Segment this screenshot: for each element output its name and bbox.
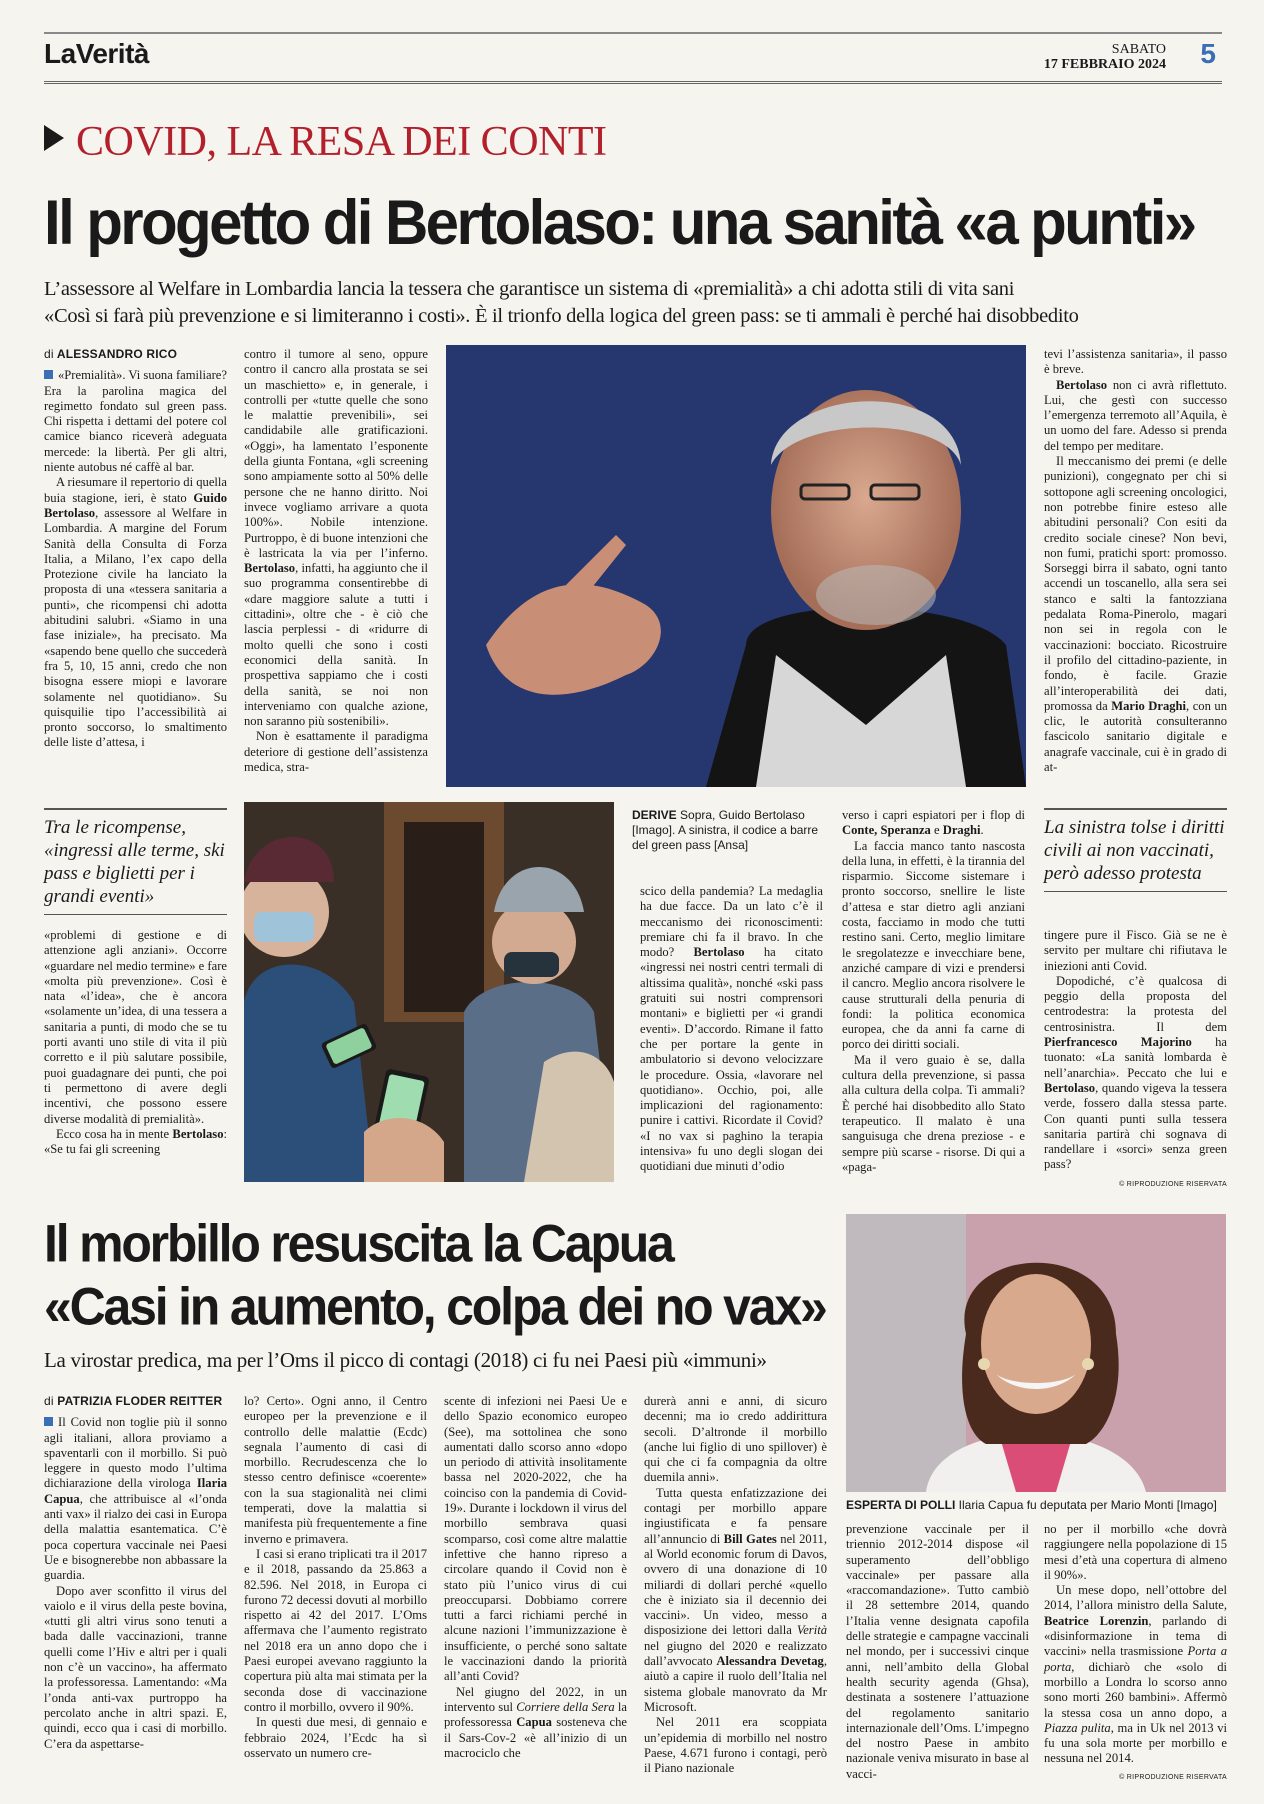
photo-caption-derive: DERIVE Sopra, Guido Bertolaso [Imago]. A sinistra, il codice a barre del green pass [Ansa] (632, 808, 819, 852)
article1-column-1-lower: «problemi di gestione e di attenzione agli anziani». Occorre «guardare nel medio termine» e fare «molta più prevenzione». Così è nata «l’idea», che è ancora «solamente un’idea, di una tessera a sanitaria a punti, di modo che se tu porti avanti uno stile di vita il più corretto e il più salutare possibile, puoi guadagnare dei punti, che poi ti permettono di avere degli incentivi, che possono essere diverse modalità di premialità». Ecco cosa ha in mente Bertolaso: «Se tu fai gli screening (44, 928, 227, 1157)
article2-column-1: di PATRIZIA FLODER REITTER Il Covid non toglie più il sonno agli italiani, allora proviamo a spaventarli con il morbillo. Si può leggere in questo modo l’ultima dichiarazione della virologa Ilaria Capua, che attribuisce al «l’onda anti vax» il rialzo dei casi in Europa della malattia esantematica. C’è poca copertura vaccinale nei Paesi Ue e bisognerebbe non abbassare la guardia. Dopo aver sconfitto il virus del vaiolo e il virus della peste bovina, «tutti gli altri virus sono tenuti a bada dalle vaccinazioni, tranne quelli come l’Hiv e altri per i quali non c’è un vaccino», ha affermato la professoressa. Lamentando: «Ma l’onda anti-vax purtroppo ha percolato anche in altri spazi. E, quindi, ecco qua i casi di morbillo. C’era da aspettarse- (44, 1394, 227, 1751)
square-bullet-icon (44, 370, 53, 379)
photo-green-pass-crowd (244, 802, 614, 1182)
section-kicker: COVID, LA RESA DEI CONTI (44, 118, 607, 166)
article2-copyright: © RIPRODUZIONE RISERVATA (1119, 1773, 1227, 1781)
photo-caption-capua: ESPERTA DI POLLI Ilaria Capua fu deputata per Mario Monti [Imago] (846, 1498, 1217, 1512)
issue-date-text: 17 FEBBRAIO 2024 (1043, 57, 1166, 72)
article2-column-4: durerà anni e anni, di sicuro decenni; ma io credo addirittura secoli. D’altronde il morbillo (anche lui figlio di uno spillover) è qui che ci fa compagnia da oltre duemila anni». Tutta questa enfatizzazione dei contagi per morbillo appare ingiustificata e fa pensare all’annuncio di Bill Gates nel 2011, al World economic forum di Davos, ovvero di una donazione di 10 miliardi di dollari perché «quello che è iniziato sia il decennio dei vaccini». Un video, messo a disposizione dei lettori dalla Verità nel giugno del 2020 e realizzato dall’avvocato Alessandra Devetag, aiutò a capire il ruolo dell’Italia nel sistema globale manovrato da Mr Microsoft. Nel 2011 era scoppiata un’epidemia di morbillo nel nostro Paese, 4.671 furono i contagi, però il Piano nazionale (644, 1394, 827, 1776)
newspaper-logo: LaVerità (44, 38, 149, 69)
photo-ilaria-capua (846, 1214, 1226, 1492)
article2-column-3: scente di infezioni nei Paesi Ue e dello Spazio economico europeo (See), ma sottolinea che sono aumentati dallo scorso anno «dopo un periodo di attività insolitamente bassa nel 2020-2022, che ha coinciso con la pandemia di Covid-19». Durante i lockdown il virus del morbillo sembrava quasi scomparso, così come altre malattie infettive che hanno ripreso a circolare quando il Covid non è stato più l’unico virus di cui preoccuparsi. Dobbiamo correre tutti a farci richiami perché in alcune nazioni l’immunizzazione è insufficiente, o perché sono saltate le vaccinazioni dando la priorità all’anti Covid? Nel giugno del 2022, in un intervento sul Corriere della Sera la professoressa Capua sosteneva che il Sars-Cov-2 «è all’inizio di un macrociclo che (444, 1394, 627, 1760)
article1-copyright: © RIPRODUZIONE RISERVATA (1119, 1180, 1227, 1188)
article1-column-6-lower: tingere pure il Fisco. Già se ne è servito per multare chi rifiutava le iniezioni anti Covid. Dopodiché, c’è qualcosa di peggio della proposta del centrodestra: la protesta del centrosinistra. Il dem Pierfrancesco Majorino ha tuonato: «La sanità lombarda è nell’anarchia». Peccato che lui e Bertolaso, quando vigeva la tessera verde, fossero dalla stessa parte. Con quanti punti sulla tessera sanitaria partirà chi sognava di randellare i «sorci» senza green pass? © RIPRODUZIONE RISERVATA (1044, 928, 1227, 1192)
article2-byline: di PATRIZIA FLODER REITTER (44, 1394, 223, 1408)
article1-column-2: contro il tumore al seno, oppure contro il cancro alla prostata se sei un maschietto» e, in generale, i controlli per «tutte quelle che sono le malattie prevenibili», sei candidabile alle gratificazioni. «Oggi», ha lamentato l’esponente della giunta Fontana, «gli screening sono ampiamente sotto al 50% delle persone che ne hanno diritto. Noi invece vogliamo arrivare a quota 100%». Nobile intenzione. Purtroppo, è di buone intenzioni che è lastricata la via per l’inferno. Bertolaso, infatti, ha aggiunto che il suo programma consentirebbe di «dare maggiore salute a tutti i cittadini», oltre che - è ciò che lascia perplessi - di «ridurre di molto quelli che sono i costi economici della sanità. In prospettiva sappiamo che i costi della sanità, se noi non interveniamo con qualche azione, non saranno più sostenibili». Non è esattamente il paradigma deteriore di gestione dell’assistenza medica, stra- (244, 347, 428, 775)
article1-column-1: di ALESSANDRO RICO «Premialità». Vi suona familiare? Era la parolina magica del regimetto fondato sul green pass. Chi rispetta i dettami del potere col camice bianco riceverà adeguata mercede: la libertà. Per gli altri, niente autobus né caffè al bar. A riesumare il repertorio di quella buia stagione, ieri, è stato Guido Bertolaso, assessore al Welfare in Lombardia. A margine del Forum Sanità della Consulta di Forza Italia, a Milano, l’ex capo della Protezione civile ha lanciato la proposta di una «tessera sanitaria a punti», che ricompensi chi adotta abitudini salubri. «Siamo in una fase iniziale», ha precisato. Ma «sapendo bene quello che succederà fra 5, 10, 15 anni, credo che non bisogna essere miopi e lavorare solamente nel quotidiano». Su quisquilie tipo l’accessibilità ai pronto soccorso, lo smaltimento delle liste d’attesa, i (44, 347, 228, 750)
pullquote-left: Tra le ricompense, «ingressi alle terme, ski pass e biglietti per i grandi eventi» (44, 808, 227, 915)
masthead (44, 32, 1222, 84)
article2-column-6: no per il morbillo «che dovrà raggiungere nella popolazione di 15 mesi d’età una copertura di almeno il 90%». Un mese dopo, nell’ottobre del 2014, l’allora ministro della Salute, Beatrice Lorenzin, parlando di «disinformazione in tema di vaccini» nella trasmissione Porta a porta, dichiarò che «solo di morbillo a Londra lo scorso anno sono morti 260 bambini». Affermò la stessa cosa un anno dopo, a Piazza pulita, ma in Uk nel 2013 vi fu una sola morte per morbillo e nessuna nel 2014. © RIPRODUZIONE RISERVATA (1044, 1522, 1227, 1785)
article1-column-5: verso i capri espiatori per i flop di Conte, Speranza e Draghi. La faccia manco tanto nascosta della luna, in effetti, è la tirannia del risparmio. Siccome sistemare i pronto soccorso, snellire le liste d’attesa e star dietro agli anziani costa, facciamo in modo che tutti restino sani. Certo, meglio limitare le sregolatezze e invecchiare bene, anziché campare di vizi e prendersi il cancro. Meglio ancora risolvere le cause strutturali della penuria di fondi: la politica economica europea, che da anni fa carne di porco dei diritti sociali. Ma il vero guaio è se, dalla cultura della prevenzione, si passa alla cultura della colpa. Ti ammali? È perché hai disobbedito allo Stato terapeutico. Il malato è una sanguisuga che drena preziose - e sempre più scarse - risorse. Di qui a «paga- (842, 808, 1025, 1174)
article2-column-2: lo? Certo». Ogni anno, il Centro europeo per la prevenzione e il controllo delle malattie (Ecdc) segnala l’aumento di casi di morbillo. Recrudescenza che lo stesso centro definisce «coerente» con la sua stagionalità nei climi temperati, dove la malattia si manifesta più frequentemente a fine inverno e primavera. I casi si erano triplicati tra il 2017 e il 2018, passando da 25.863 a 82.596. Nel 2018, in Europa ci furono 72 decessi dovuti al morbillo rispetto ai 42 del 2017. L’Oms affermava che l’aumento registrato nel 2018 era un anno dopo che i Paesi europei avevano raggiunto la copertura più alta mai stimata per la seconda dose di vaccinazione contro il morbillo, ovvero il 90%. In questi due mesi, di gennaio e febbraio 2024, l’Ecdc ha sì osservato un numero cre- (244, 1394, 427, 1760)
article1-headline: Il progetto di Bertolaso: una sanità «a punti» (44, 187, 1195, 258)
article1-byline: di ALESSANDRO RICO (44, 347, 178, 361)
triangle-arrow-icon (44, 125, 64, 151)
article2-subhead: La virostar predica, ma per l’Oms il picco di contagi (2018) ci fu nei Paesi più «immuni» (44, 1348, 767, 1372)
page-number: 5 (1200, 38, 1216, 69)
article2-column-5: prevenzione vaccinale per il triennio 2012-2014 dispose «il superamento dell’obbligo vaccinale» per passare alla «raccomandazione». Tutto cambiò il 28 settembre 2014, quando l’Italia venne designata capofila delle strategie e campagne vaccinali nel mondo, per i successivi cinque anni, nell’ambito della Global health security agenda (Ghsa), destinata a sostenere l’attuazione del regolamento sanitario internazionale dell’Oms. L’impegno del nostro Paese in ambito nazionale veniva misurato in base al vacci- (846, 1522, 1029, 1781)
article1-subhead: L’assessore al Welfare in Lombardia lancia la tessera che garantisce un sistema di «premialità» a chi adotta stili di vita sani «Così si farà più prevenzione e si limiteranno i costi». È il trionfo della logica del green pass: se ti ammali è perché hai disobbedito (44, 278, 1079, 327)
article1-column-4: scico della pandemia? La medaglia ha due facce. Da un lato c’è il meccanismo dei riconoscimenti: premiare chi fa il bravo. In che modo? Bertolaso ha citato «ingressi nei nostri centri termali di altissima qualità», nonché «ski pass gratuiti sui nostri comprensori montani» e biglietti per «i grandi eventi». D’accordo. Rimane il fatto che per portare la gente in ambulatorio si devono velocizzare le procedure. Ossia, «lavorare nel quotidiano». Occhio, poi, alle implicazioni del ragionamento: punire i cattivi. Ricordate il Covid? «I no vax si paghino la terapia intensiva» fu uno degli slogan dei quotidiani due minuti d’odio (640, 884, 823, 1174)
article1-column-6: tevi l’assistenza sanitaria», il passo è breve. Bertolaso non ci avrà riflettuto. Lui, che gestì con successo l’emergenza terremoto all’Aquila, è un uomo del fare. Adesso si prenda del tempo per meditare. Il meccanismo dei premi (e delle punizioni), congegnato per chi si sottopone agli screening oncologici, non potrebbe finire esteso alle abitudini personali? Con esiti da credito sociale cinese? Non bevi, non fumi, pratichi sport: promosso. Sorseggi birra il sabato, ogni tanto accendi un toscanello, alla sera sei stanco e salti la fantozziana pedalata Roma-Pinerolo, magari non sei in regola con le vaccinazioni: bocciato. Ricostruire il profilo del cittadino-paziente, in fondo, è facile. Grazie all’interoperabilità dei dati, promossa da Mario Draghi, con un clic, le autorità consulteranno fascicolo sanitario digitale e anagrafe vaccinale, cui è in grado di at- (1044, 347, 1227, 775)
issue-day: SABATO (1111, 42, 1166, 57)
photo-bertolaso (446, 345, 1026, 787)
pullquote-right: La sinistra tolse i diritti civili ai non vaccinati, però adesso protesta (1044, 808, 1227, 892)
issue-date (1044, 42, 1166, 72)
square-bullet-icon (44, 1417, 53, 1426)
article2-headline: Il morbillo resuscita la Capua «Casi in aumento, colpa dei no vax» (44, 1214, 826, 1336)
